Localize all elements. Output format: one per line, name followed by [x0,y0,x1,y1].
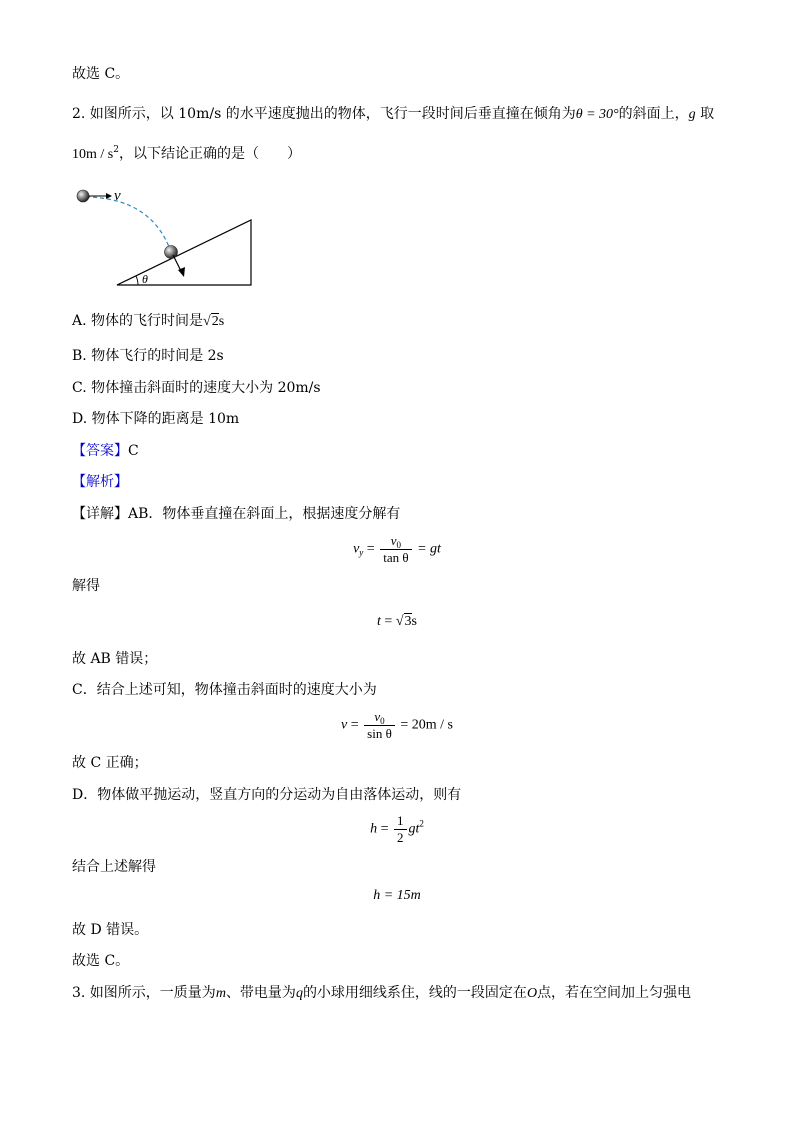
answer-tag: 【答案】 [72,443,128,459]
eq4-exponent: 2 [419,818,424,829]
option-d: D. 物体下降的距离是 10m [72,411,240,427]
option-b: B. 物体飞行的时间是 2s [72,348,224,364]
option-a [72,311,224,332]
eq3-fraction [364,709,395,742]
eq1-num-sub: 0 [396,540,402,550]
ab-wrong-line: 故 AB 错误； [72,651,158,667]
radicand: 2 [211,314,219,329]
eq3-denominator: sin θ [364,725,395,742]
eq3-numerator [364,709,395,725]
detail-line [72,504,400,524]
c-correct-line: 故 C 正确； [72,755,148,771]
sqrt-sign: √ [203,314,211,329]
solve-line-2: 结合上述解得 [72,859,156,875]
question-2-stem [72,104,714,125]
eq1-denominator: tan θ [380,549,411,566]
eq4-numerator: 1 [397,813,404,828]
eq1-equals: = [366,541,375,557]
charge-symbol: q [295,986,303,1001]
option-c: C. 物体撞击斜面时的速度大小为 20m/s [72,380,321,396]
eq4-fraction [394,813,407,846]
sqrt-sign: √ [395,614,404,629]
answer-line [72,441,139,461]
detail-tag: 【详解】 [72,506,128,522]
equation-3 [0,709,794,742]
angle-label: θ [142,272,148,286]
option-a-text: A. 物体的飞行时间是 [72,313,204,329]
question-2-prompt: ，以下结论正确的是（ ） [118,146,301,162]
question-2-stem-line2 [72,144,301,165]
eq3-equals: = [350,717,359,733]
ball-impact [165,246,178,259]
eq3-num-sub: 0 [380,716,385,726]
question-3-text-b: 、带电量为 [225,985,296,1001]
eq1-rhs: = gt [417,541,441,557]
equation-1 [0,533,794,566]
eq4-denominator: 2 [394,829,407,846]
angle-expression: θ = 30° [575,107,619,122]
question-3-text-d: 点，若在空间加上匀强电 [537,985,692,1001]
gravity-exponent: 2 [113,145,119,155]
eq1-numerator [380,533,411,549]
ball-start [77,190,89,202]
eq1-fraction [380,533,411,566]
eq2-lhs: t [377,614,381,629]
eq2-equals: = [384,614,393,629]
eq3-num-var: v [374,709,381,724]
gravity-value: 10m / s [72,147,114,162]
question-2-text-b: 的斜面上， [618,106,689,122]
impact-arrowhead [178,267,185,277]
eq1-num-var: v [390,533,397,548]
eq4-rhs: gt [408,821,420,837]
sqrt-expression [203,312,219,332]
equation-2 [0,614,794,630]
velocity-arrowhead [106,193,112,199]
eq1-lhs: v [353,541,360,557]
eq2-unit: s [411,614,417,629]
d-wrong-line: 故 D 错误。 [72,922,149,938]
gravity-symbol: g [688,107,696,122]
point-o-symbol: O [526,986,538,1001]
question-3-stem [72,983,691,1004]
equation-5 [0,888,794,904]
question-2-text: 2. 如图所示，以 10m/s 的水平速度抛出的物体，飞行一段时间后垂直撞在倾角为 [72,106,576,122]
velocity-label: v [114,188,121,204]
choose-c-line: 故选 C。 [72,953,130,969]
question-2-text-c: 取 [700,106,715,122]
detail-text: AB．物体垂直撞在斜面上，根据速度分解有 [128,506,401,522]
unit: s [218,314,225,329]
conclusion-line: 故选 C。 [72,66,130,82]
eq5: h = 15m [373,888,421,903]
eq3-rhs: = 20m / s [400,717,453,733]
trajectory-path [86,197,171,252]
question-3-text: 3. 如图所示，一质量为 [72,985,216,1001]
d-analysis-line: D．物体做平抛运动，竖直方向的分运动为自由落体运动，则有 [72,787,462,803]
eq3-lhs: v [341,717,348,733]
eq4-lhs: h [370,821,378,837]
solve-line-1: 解得 [72,578,100,594]
eq2-sqrt [396,614,412,630]
answer-value: C [128,443,139,459]
equation-4 [0,813,794,846]
mass-symbol: m [215,986,226,1001]
angle-arc [136,276,138,285]
question-3-text-c: 的小球用细线系住，线的一段固定在 [302,985,527,1001]
projectile-incline-figure [72,180,262,290]
c-analysis-line: C．结合上述可知，物体撞击斜面时的速度大小为 [72,682,377,698]
eq4-equals: = [380,821,389,837]
eq1-lhs-sub: y [359,547,364,558]
analysis-tag: 【解析】 [72,474,128,490]
eq2-radicand: 3 [404,614,412,629]
